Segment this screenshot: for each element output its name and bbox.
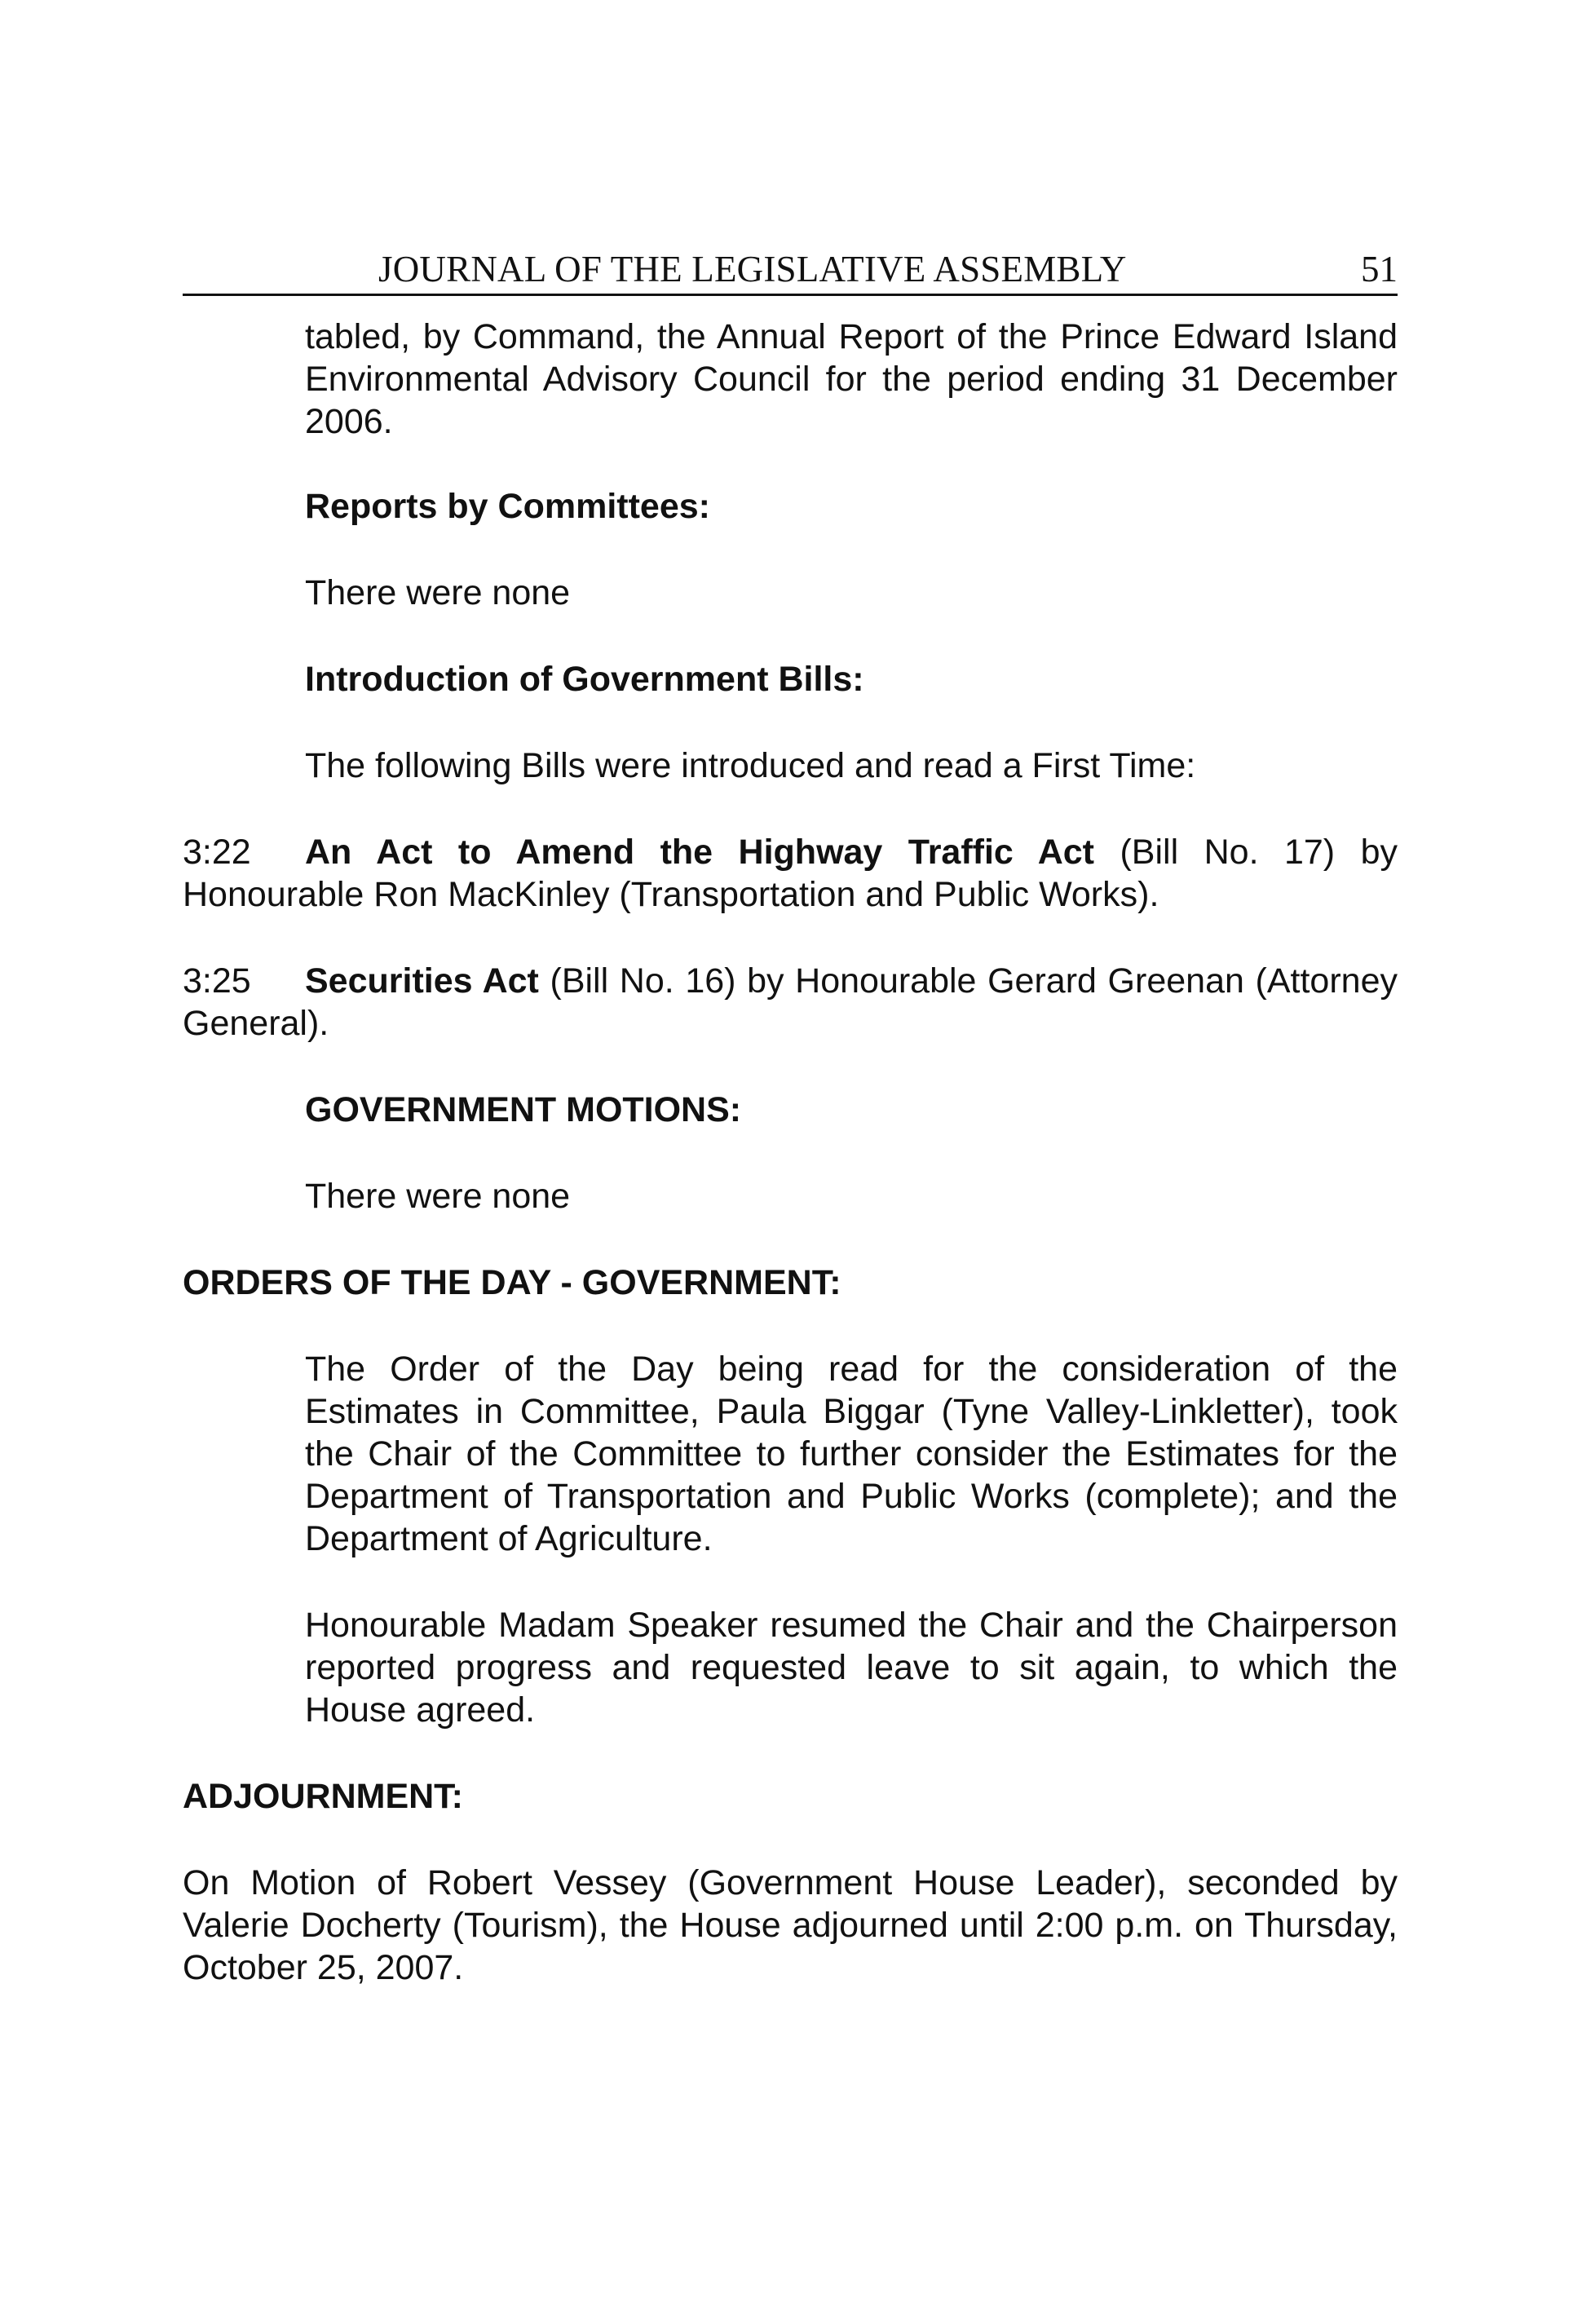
bill-time: 3:22 [183,833,251,872]
orders-paragraph-1: The Order of the Day being read for the consideration of the Estimates in Committee, Paula Biggar (Tyne Valley-Linkletter), took the Chair of the Committee to further consider the Estimates for the Department of Transportation and Public Works (complete); and the Department of Agriculture. [305,1350,1398,1558]
journal-content [183,316,1398,1989]
bill-time: 3:25 [183,961,251,1001]
reports-heading: Reports by Committees: [305,487,710,526]
orders-of-the-day-heading: ORDERS OF THE DAY - GOVERNMENT: [183,1263,841,1302]
journal-title: JOURNAL OF THE LEGISLATIVE ASSEMBLY [378,249,1127,289]
page-number: 51 [1361,249,1398,289]
tabled-paragraph: tabled, by Command, the Annual Report of the Prince Edward Island Environmental Advisory Council for the period ending 31 December 2006. [305,317,1398,441]
adjournment-text: On Motion of Robert Vessey (Government House Leader), seconded by Valerie Docherty (Tourism), the House adjourned until 2:00 p.m. on Thursday, October 25, 2007. [183,1863,1398,1987]
journal-page [183,245,1398,1989]
bill-title: An Act to Amend the Highway Traffic Act [305,833,1095,872]
government-motions-text: There were none [305,1177,571,1216]
orders-paragraph-2: Honourable Madam Speaker resumed the Chair and the Chairperson reported progress and requested leave to sit again, to which the House agreed. [305,1606,1398,1730]
intro-bills-heading: Introduction of Government Bills: [305,660,864,699]
bill-title: Securities Act [305,961,539,1001]
adjournment-heading: ADJOURNMENT: [183,1777,463,1816]
government-motions-heading: GOVERNMENT MOTIONS: [305,1090,742,1129]
page-header [183,245,1398,296]
bill-details: (Bill No. 16) by Honourable Gerard Greenan (Attorney General). [183,961,1398,1043]
bill-entry [183,831,1398,916]
bill-entry [183,960,1398,1045]
intro-bills-text: The following Bills were introduced and read a First Time: [305,746,1196,785]
bill-details: (Bill No. 17) by Honourable Ron MacKinley (Transportation and Public Works). [183,833,1398,914]
reports-text: There were none [305,573,571,612]
